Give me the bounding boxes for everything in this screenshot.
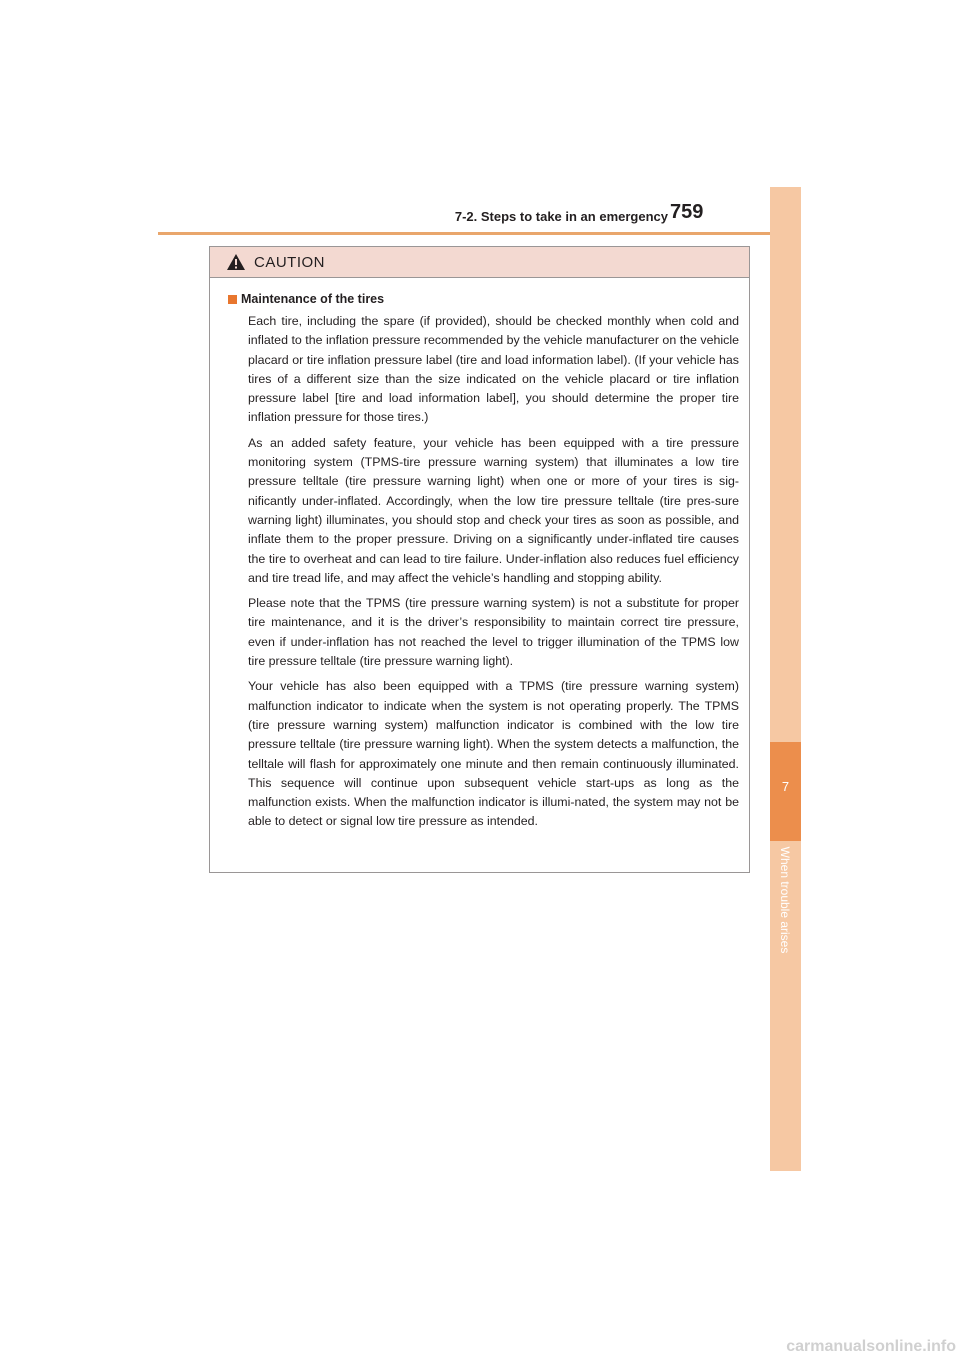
caution-box — [209, 246, 750, 873]
caution-title: CAUTION — [254, 253, 325, 271]
maintenance-heading-text: Maintenance of the tires — [241, 292, 385, 306]
paragraph-monthly-check: Each tire, including the spare (if provided), should be checked monthly when cold and inflated to the inflation pressure recommended by the vehicle manufacturer on the vehicle placard or tire inflation pressure label (tire and load information label). (If your vehicle has tires of a different size than the size indicated on the vehicle placard or tire inflation pressure label [tire and load information label], you should determine the proper tire inflation pressure for those tires.) — [248, 314, 739, 425]
warning-triangle-icon — [226, 253, 246, 271]
header-rule — [158, 232, 800, 235]
chapter-number: 7 — [781, 779, 790, 794]
caution-header — [210, 247, 749, 278]
page-number: 759 — [670, 201, 704, 223]
paragraph-malfunction-indicator: Your vehicle has also been equipped with a TPMS (tire pressure warning system) malfunction indicator to indicate when the system is not operating properly. The TPMS (tire pressure warning system) malfunction indicator is combined with the low tire pressure telltale (tire pressure warning light). When the system detects a malfunction, the telltale will flash for approximately one minute and then remain continuously illuminated. This sequence will continue upon subsequent vehicle start-ups as long as the malfunction exists. When the malfunction indicator is illumi-nated, the system may not be able to detect or signal low tire pressure as intended. — [248, 679, 739, 829]
section-title: 7-2. Steps to take in an emergency — [454, 209, 668, 224]
maintenance-heading — [228, 292, 739, 306]
paragraph-tpms-feature: As an added safety feature, your vehicle has been equipped with a tire pressure monitoring system (TPMS-tire pressure warning system) that illuminates a low tire pressure telltale (tire pressure warning light) when one or more of your tires is sig-nificantly under-inflated. Accordingly, when the low tire pressure telltale (tire pres-sure warning light) illuminates, you should stop and check your tires as soon as possible, and inflate them to the proper pressure. Driving on a significantly under-inflated tire causes the tire to overheat and can lead to tire failure. Under-inflation also reduces fuel efficiency and tire tread life, and may affect the vehicle’s handling and stopping ability. — [248, 435, 739, 585]
paragraph-tpms-not-substitute: Please note that the TPMS (tire pressure warning system) is not a substitute for proper tire maintenance, and it is the driver’s responsibility to maintain correct tire pressure, even if under-inflation has not reached the level to trigger illumination of the TPMS low tire pressure telltale (tire pressure warning light). — [248, 596, 739, 669]
chapter-side-strip — [770, 187, 801, 1171]
watermark: carmanualsonline.info — [786, 1338, 956, 1355]
square-bullet-icon — [228, 295, 237, 304]
chapter-label: When trouble arises — [778, 846, 792, 954]
caution-body — [210, 278, 749, 832]
